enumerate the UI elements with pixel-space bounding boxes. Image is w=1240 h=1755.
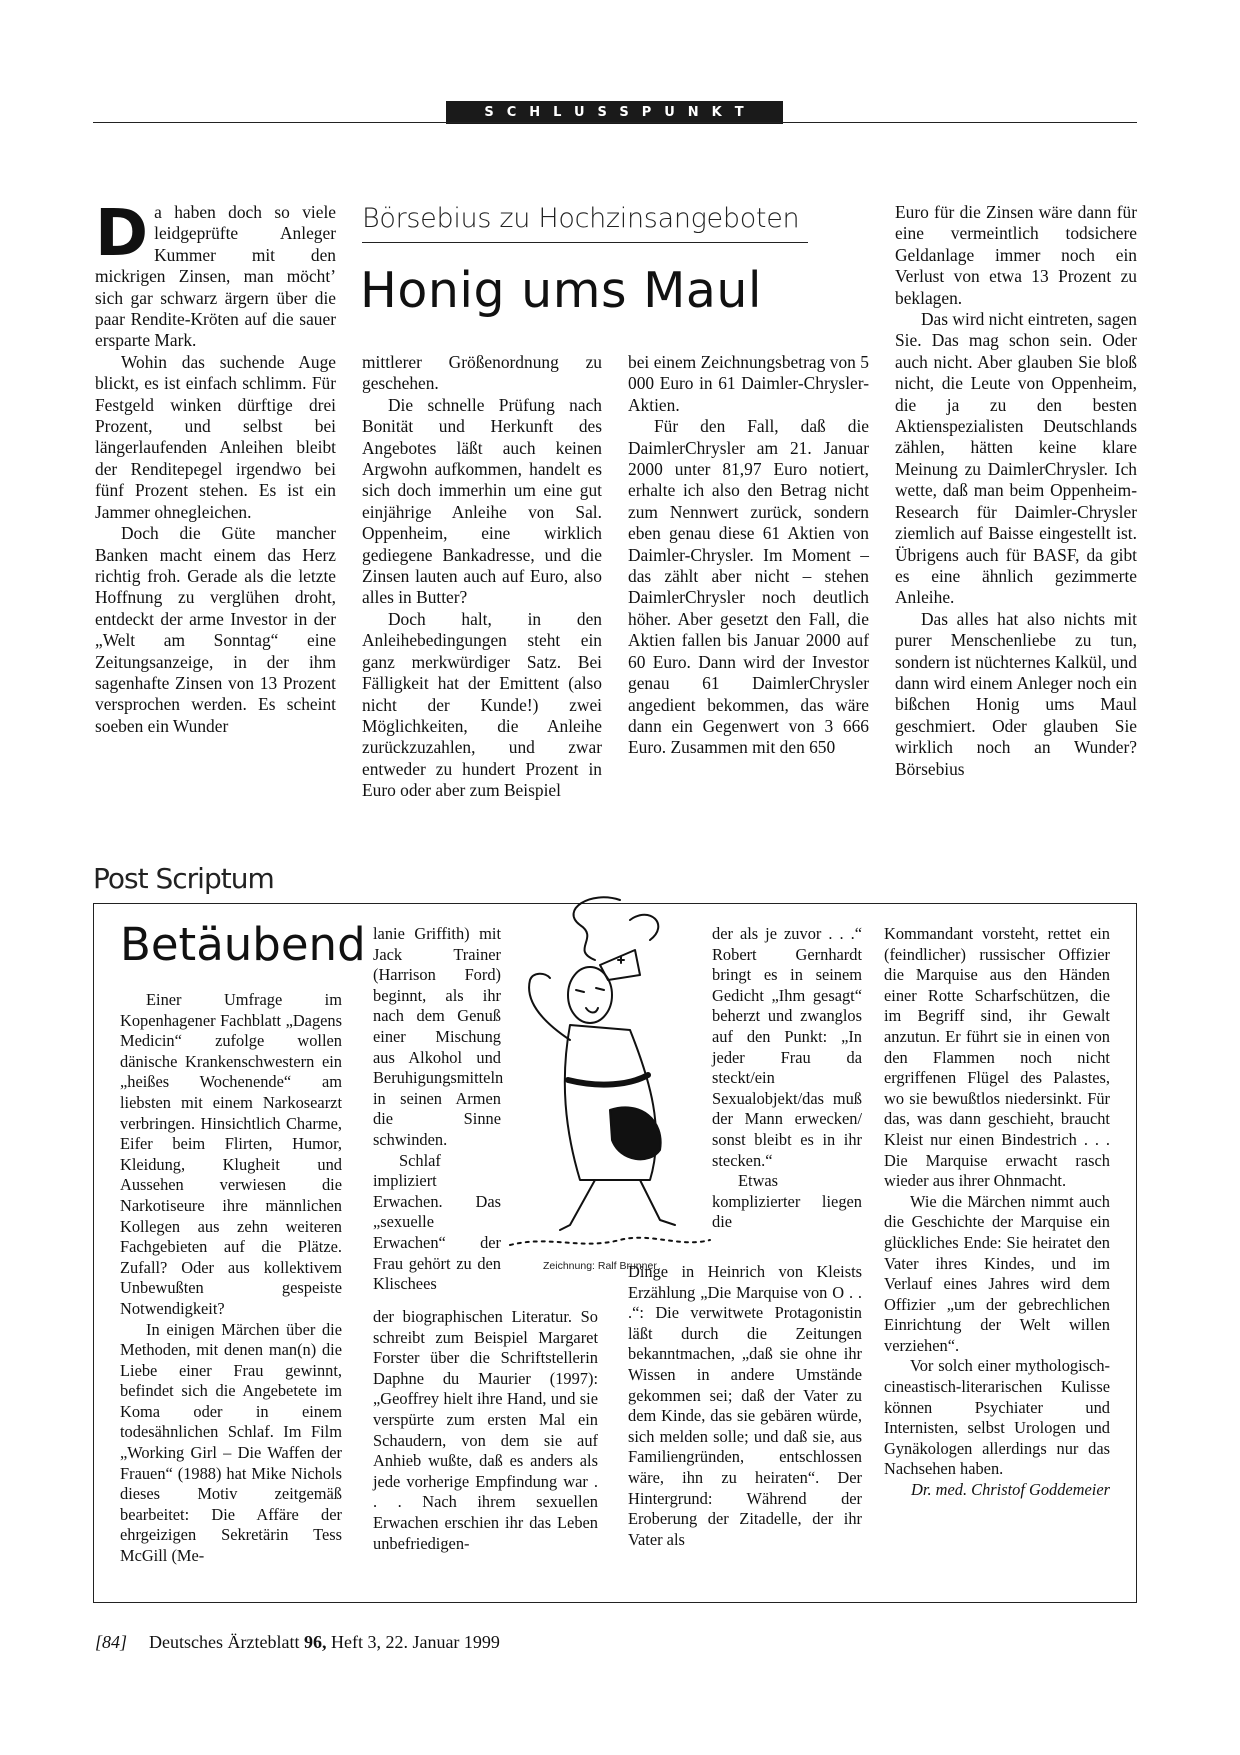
postscript-column-4 [884,924,1110,1501]
postscript-paragraph: Kommandant vorsteht, rettet ein (feindlicher) russischer Offizier die Marquise aus den Händen einer Rotte Scharfschützen, die im Begriff sind, ihr Gewalt anzutun. Er führt sie in einen von den Flammen noch nicht ergriffenen Flügel des Palastes, wo sie bewußtlos niedersinkt. Für das, was dann geschieht, braucht Kleist nur einen Bindestrich . . . Die Marquise erwacht rasch wieder aus ihrer Ohnmacht. [884,924,1110,1191]
raised-arm [529,974,570,1040]
article-column-3 [628,352,869,759]
postscript-column-2-top [373,924,504,1295]
article-kicker: Börsebius zu Hochzinsangeboten [362,203,800,234]
top-divider [93,122,1137,123]
section-label: SCHLUSSPUNKT [446,101,783,124]
article-headline: Honig ums Maul [360,262,763,319]
postscript-paragraph: Etwas komplizierter liegen die [712,1171,862,1232]
mouth [586,1008,598,1013]
article-paragraph: mittlerer Größenordnung zu geschehen. [362,352,602,394]
article-paragraph: Das wird nicht eintreten, sagen Sie. Das mag schon sein. Oder auch nicht. Aber glauben Sie bloß nicht, die Leute von Oppenheim, die ja zu den besten Aktienspezialisten Deutschlands zählen, hätten keine klare Meinung zu DaimlerChrysler. Ich wette, daß man beim Oppenheim-Research für Daimler-Chrysler ziemlich auf Baisse eingestellt ist. Übrigens auch für BASF, da gibt es eine ähnlich gezimmerte Anleihe. [895,309,1137,608]
article-column-1 [95,197,336,737]
postscript-column-2-bottom [373,1307,598,1554]
hair-swirl [574,897,620,960]
article-paragraph: bei einem Zeichnungsbetrag von 5 000 Euro in 61 Daimler-Chrysler-Aktien. [628,352,869,415]
article-paragraph: Die schnelle Prüfung nach Bonität und Herkunft des Angebotes läßt auch keinen Argwohn aufkommen, handelt es sich doch immerhin um eine gut einjährige Anleihe von Sal. Oppenheim, eine wirklich gediegene Bankadresse, und die Zinsen lauten auch auf Euro, also alles in Butter? [362,394,602,608]
postscript-paragraph: Vor solch einer mythologisch-cineastisch-literarischen Kulisse können Psychiater und Internisten, selbst Urologen und Gynäkologen allerdings nur das Nachsehen haben. [884,1356,1110,1479]
article-column-2 [362,352,602,802]
nurse-cap [600,950,640,980]
postscript-column-3-top [712,924,862,1233]
article-column-4 [895,202,1137,780]
apron-patch [610,1107,661,1159]
right-leg [640,1180,675,1225]
article-paragraph: Da haben doch so viele leidgeprüfte Anleger Kummer mit den mickrigen Zinsen, man möcht’ sich gar schwarz ärgern über die paar Rendite-Kröten auf die sauer ersparte Mark. [95,197,336,351]
article-paragraph: Doch halt, in den Anleihebedingungen steht ein ganz merkwürdiger Satz. Bei Fälligkeit hat der Emittent (also nicht der Kunde!) zwei Möglichkeiten, die Anleihe zurückzuzahlen, und zwar entweder zu hundert Prozent in Euro oder aber zum Beispiel [362,608,602,801]
article-paragraph: Das alles hat also nichts mit purer Menschenliebe zu tun, sondern ist nüchternes Kalkül, und dann wird einem Anleger noch ein bißchen Honig ums Maul geschmiert. Oder glauben Sie wirklich noch an Wunder? Börsebius [895,608,1137,779]
postscript-paragraph: Wie die Märchen nimmt auch die Geschichte der Marquise ein glückliches Ende: Sie heiratet den Vater ihres Kindes, und im Verlauf eines Jahres wird dem Offizier „um der gebrechlichen Einrichtung der Welt willen verziehen“. [884,1191,1110,1355]
issue-date: Heft 3, 22. Januar 1999 [330,1632,500,1652]
postscript-paragraph: Schlaf impliziert Erwachen. Das „sexuelle Erwachen“ der Frau gehört zu den Klischees [373,1150,501,1294]
postscript-paragraph: In einigen Märchen über die Methoden, mit denen man(n) die Liebe einer Frau gewinnt, befindet sich die Angebetete im Koma oder in einem todesähnlichen Schlaf. Im Film „Working Girl – Die Waffen der Frauen“ (1988) hat Mike Nichols dieses Motiv zeitgemäß bearbeitet: Die Affäre der ehrgeizigen Sekretärin Tess McGill (Me- [120,1319,342,1566]
drop-cap: D [95,197,149,271]
article-paragraph: Euro für die Zinsen wäre dann für eine vermeintlich todsichere Geldanlage immer noch ein Verlust von etwa 13 Prozent zu beklagen. [895,202,1137,308]
postscript-column-1 [120,990,342,1567]
postscript-paragraph: der biographischen Literatur. So schreibt zum Beispiel Margaret Forster über die Schriftstellerin Daphne du Maurier (1997): „Geoffrey hielt ihre Hand, und sie verspürte zum ersten Mal ein Schaudern, von dem sie auf Anhieb wußte, daß es anders als jede vorherige Empfindung war . . . Nach ihrem sexuellen Erwachen erschien ihr das Leben unbefriedigen- [373,1307,598,1553]
postscript-column-3-bottom [628,1262,862,1550]
postscript-paragraph: lanie Griffith) mit Jack Trainer (Harrison Ford) beginnt, als ihr nach dem Genuß einer Mischung aus Alkohol und Beruhigungsmitteln in seinen Armen die Sinne schwinden. [373,924,504,1149]
article-paragraph: Wohin das suchende Auge blickt, es ist einfach schlimm. Für Festgeld winken dürftige drei Prozent, und selbst bei längerlaufenden Anleihen bleibt der Renditepegel irgendwo bei fünf Prozent stehen. Es ist ein Jammer ohnegleichen. [95,351,336,522]
illustration-credit: Zeichnung: Ralf Brunner [543,1260,657,1272]
ground-scribble [510,1238,710,1245]
article-paragraph: Für den Fall, daß die DaimlerChrysler am 21. Januar 2000 unter 81,97 Euro notiert, erhalte ich also den Betrag nicht zum Nennwert zurück, sondern eben genau diese 61 Aktien von Daimler-Chrysler. Im Moment – das zählt aber nicht – stehen DaimlerChrysler noch deutlich höher. Aber gesetzt den Fall, die Aktien fallen bis Januar 2000 auf 60 Euro. Dann wird der Investor genau 61 DaimlerChrysler angedient bekommen, das wäre dann ein Gegenwert von 3 666 Euro. Zusammen mit den 650 [628,416,869,758]
journal-name: Deutsches Ärzteblatt [149,1632,300,1652]
author-signature: Dr. med. Christof Goddemeier [911,1480,1110,1500]
closed-eyes [576,988,604,992]
postscript-headline: Betäubend [120,918,366,971]
postscript-paragraph: der als je zuvor . . .“ Robert Gernhardt bringt es in seinem Gedicht „Ihm gesagt“ beherzt und zwanglos auf den Punkt: „In jeder Frau da steckt/ein Sexualobjekt/das muß der Mann erwecken/ sonst bleibt es in ihr stecken.“ [712,924,862,1170]
postscript-paragraph: Einer Umfrage im Kopenhagener Fachblatt „Dagens Medicin“ zufolge wollen dänische Krankenschwestern ein „heißes Wochenende“ am liebsten mit einem Narkosearzt verbringen. Hinsichtlich Charme, Eifer beim Flirten, Humor, Kleidung, Klugheit und Aussehen verwiesen die Narkotiseure ihre männlichen Kollegen aus zehn weiteren Fachgebieten auf die Plätze. Zufall? Oder aus kollektivem Unbewußten gespeiste Notwendigkeit? [120,990,342,1318]
postscript-paragraph: Dinge in Heinrich von Kleists Erzählung „Die Marquise von O . . .“: Die verwitwete Protagonistin läßt durch die Zeitungen bekanntmachen, „daß sie ohne ihr Wissen in andere Umstände gekommen sei; daß der Vater zu dem Kinde, das sie gebären würde, sich melden solle; und daß sie, aus Familiengründen, entschlossen wäre, ihn zu heiraten“. Der Hintergrund: Während der Eroberung der Zitadelle, der ihr Vater als [628,1262,862,1549]
belt [568,1075,648,1085]
page-number: [84] [95,1632,128,1652]
page-footer [95,1632,500,1653]
nurse-illustration [500,880,715,1260]
postscript-label: Post Scriptum [93,862,274,895]
journal-volume: 96, [303,1632,327,1652]
hair-curl [630,915,658,940]
kicker-underline [362,242,808,243]
left-leg [560,1180,595,1230]
article-paragraph: Doch die Güte mancher Banken macht einem das Herz richtig froh. Gerade als die letzte Hoffnung zu verglühen droht, entdeckt der arme Investor in der „Welt am Sonntag“ eine Zeitungsanzeige, in der ihm sagenhafte Zinsen von 13 Prozent versprochen werden. Es scheint soeben ein Wunder [95,523,336,736]
